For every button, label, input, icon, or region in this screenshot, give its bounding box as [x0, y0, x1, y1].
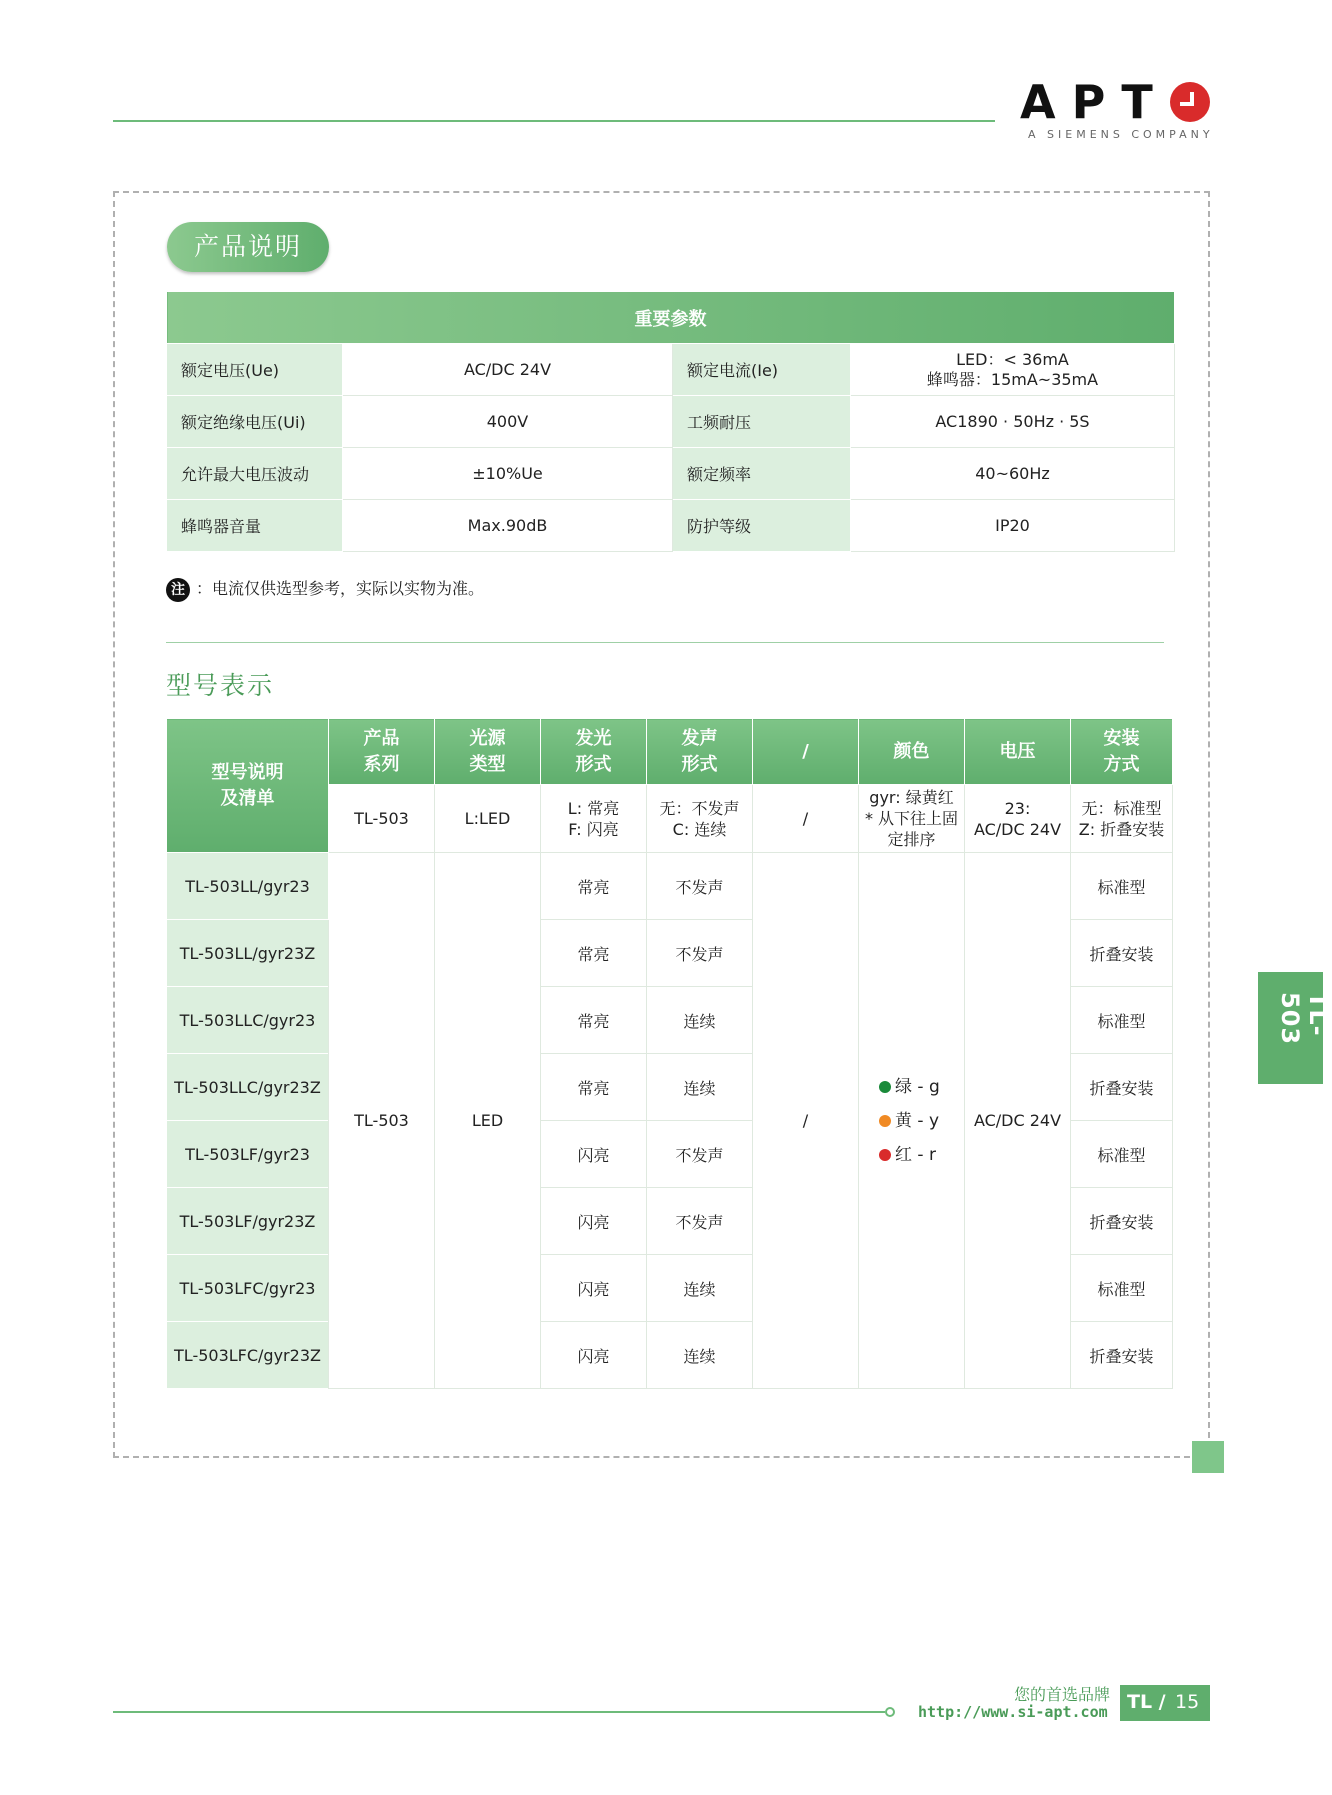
logo-clock-hands [1180, 92, 1194, 106]
row-sound: 连续 [647, 1054, 753, 1121]
row-mounting: 折叠安装 [1071, 1322, 1173, 1389]
model-number: TL-503LLC/gyr23Z [167, 1054, 329, 1121]
param-value-led: LED：< 36mA [956, 349, 1069, 369]
param-value: 400V [343, 396, 673, 448]
model-number: TL-503LF/gyr23 [167, 1121, 329, 1188]
merged-slash: / [753, 853, 859, 1389]
merged-light: LED [435, 853, 541, 1389]
legend-light: L:LED [435, 785, 541, 853]
row-mounting: 标准型 [1071, 987, 1173, 1054]
apt-logo [1020, 76, 1215, 146]
param-value: Max.90dB [343, 500, 673, 552]
row-lighting: 常亮 [541, 1054, 647, 1121]
legend-color [859, 785, 965, 853]
merged-series: TL-503 [329, 853, 435, 1389]
row-sound: 不发声 [647, 853, 753, 920]
col-header-line: 方式 [1103, 753, 1140, 775]
col-header-line: 形式 [575, 753, 612, 775]
col-header-line: 产品 [363, 727, 400, 749]
logo-text: APT [1020, 75, 1169, 129]
row-lighting: 闪亮 [541, 1322, 647, 1389]
param-value: AC1890 · 50Hz · 5S [851, 396, 1175, 448]
legend-slash: / [753, 785, 859, 853]
col-header-line: 安装 [1103, 727, 1140, 749]
color-label: 红 - r [895, 1144, 936, 1165]
col-header-line: 系列 [363, 753, 400, 775]
legend-line: L: 常亮 [567, 798, 620, 818]
side-section-tab [1258, 972, 1332, 1084]
row-sound: 不发声 [647, 1188, 753, 1255]
footer-rule-end-icon [885, 1707, 895, 1717]
col-header-light-type [435, 719, 541, 785]
param-label: 防护等级 [673, 500, 851, 552]
legend-line: F: 闪亮 [568, 819, 619, 839]
model-list-header-line1: 型号说明 [211, 761, 284, 783]
model-number: TL-503LL/gyr23 [167, 853, 329, 920]
page-number: 15 [1175, 1691, 1200, 1713]
header-rule [113, 120, 995, 122]
footer-slogan: 您的首选品牌 [1013, 1685, 1110, 1704]
section-title-model-designation: 型号表示 [166, 671, 275, 700]
col-header-sound-mode [647, 719, 753, 785]
color-label: 黄 - y [895, 1110, 940, 1131]
row-sound: 不发声 [647, 1121, 753, 1188]
footer-url: http://www.si-apt.com [918, 1703, 1108, 1721]
row-sound: 连续 [647, 987, 753, 1054]
col-header-line: 类型 [469, 753, 506, 775]
legend-series: TL-503 [329, 785, 435, 853]
row-lighting: 闪亮 [541, 1121, 647, 1188]
col-header-line: 发声 [681, 727, 718, 749]
param-label: 额定电流(Ie) [673, 344, 851, 396]
page-prefix: TL / [1127, 1691, 1166, 1713]
frame-corner-tab [1192, 1441, 1224, 1473]
col-header-color: 颜色 [859, 719, 965, 785]
row-sound: 连续 [647, 1322, 753, 1389]
color-green [859, 1070, 964, 1104]
param-value [851, 344, 1175, 396]
legend-voltage [965, 785, 1071, 853]
note [166, 576, 484, 602]
param-value: IP20 [851, 500, 1175, 552]
model-number: TL-503LFC/gyr23Z [167, 1322, 329, 1389]
note-badge-icon: 注 [166, 578, 190, 602]
param-value: 40~60Hz [851, 448, 1175, 500]
legend-line: 23: [1004, 798, 1031, 818]
model-number: TL-503LL/gyr23Z [167, 920, 329, 987]
param-value-buzzer: 蜂鸣器：15mA~35mA [926, 369, 1099, 389]
legend-line: * 从下往上固 [864, 809, 959, 828]
row-sound: 连续 [647, 1255, 753, 1322]
col-header-line: 形式 [681, 753, 718, 775]
row-lighting: 闪亮 [541, 1188, 647, 1255]
legend-sound [647, 785, 753, 853]
color-label: 绿 - g [895, 1076, 940, 1097]
footer-rule [113, 1711, 885, 1713]
color-red [859, 1138, 964, 1172]
color-yellow [859, 1104, 964, 1138]
param-value: AC/DC 24V [343, 344, 673, 396]
col-header-series [329, 719, 435, 785]
legend-mounting [1071, 785, 1173, 853]
row-sound: 不发声 [647, 920, 753, 987]
note-text: ：电流仅供选型参考，实际以实物为准。 [196, 579, 485, 598]
row-lighting: 常亮 [541, 920, 647, 987]
param-label: 蜂鸣器音量 [167, 500, 343, 552]
param-label: 工频耐压 [673, 396, 851, 448]
legend-line: 定排序 [887, 830, 936, 849]
legend-line: gyr: 绿黄红 [869, 788, 954, 807]
param-label: 允许最大电压波动 [167, 448, 343, 500]
legend-line: AC/DC 24V [973, 819, 1062, 839]
param-label: 额定绝缘电压(Ui) [167, 396, 343, 448]
row-lighting: 常亮 [541, 987, 647, 1054]
model-number: TL-503LLC/gyr23 [167, 987, 329, 1054]
row-mounting: 折叠安装 [1071, 920, 1173, 987]
params-table-header: 重要参数 [167, 292, 1175, 344]
row-mounting: 标准型 [1071, 1255, 1173, 1322]
row-mounting: 折叠安装 [1071, 1054, 1173, 1121]
row-mounting: 标准型 [1071, 853, 1173, 920]
legend-line: 无：标准型 [1081, 798, 1162, 818]
col-header-line: 发光 [575, 727, 612, 749]
section-title-product-description: 产品说明 [167, 222, 329, 272]
model-list-header [167, 719, 329, 853]
row-lighting: 闪亮 [541, 1255, 647, 1322]
col-header-mounting [1071, 719, 1173, 785]
key-parameters-table [166, 291, 1175, 552]
col-header-line: 光源 [469, 727, 506, 749]
col-header-slash: / [753, 719, 859, 785]
section-divider [166, 642, 1164, 643]
merged-voltage: AC/DC 24V [965, 853, 1071, 1389]
model-number: TL-503LF/gyr23Z [167, 1188, 329, 1255]
param-label: 额定电压(Ue) [167, 344, 343, 396]
row-mounting: 标准型 [1071, 1121, 1173, 1188]
side-tab-label: TL-503 [1276, 992, 1332, 1046]
legend-lighting [541, 785, 647, 853]
model-number: TL-503LFC/gyr23 [167, 1255, 329, 1322]
merged-colors [859, 853, 965, 1389]
row-lighting: 常亮 [541, 853, 647, 920]
row-mounting: 折叠安装 [1071, 1188, 1173, 1255]
yellow-dot-icon [879, 1115, 891, 1127]
legend-line: Z: 折叠安装 [1078, 819, 1165, 839]
red-dot-icon [879, 1149, 891, 1161]
model-list-header-line2: 及清单 [220, 787, 275, 809]
legend-line: C: 连续 [672, 819, 727, 839]
col-header-voltage: 电压 [965, 719, 1071, 785]
legend-line: 无：不发声 [659, 798, 740, 818]
green-dot-icon [879, 1081, 891, 1093]
param-label: 额定频率 [673, 448, 851, 500]
logo-tagline: A SIEMENS COMPANY [1028, 128, 1214, 141]
col-header-lighting-mode [541, 719, 647, 785]
param-value: ±10%Ue [343, 448, 673, 500]
model-designation-table [166, 718, 1173, 1389]
